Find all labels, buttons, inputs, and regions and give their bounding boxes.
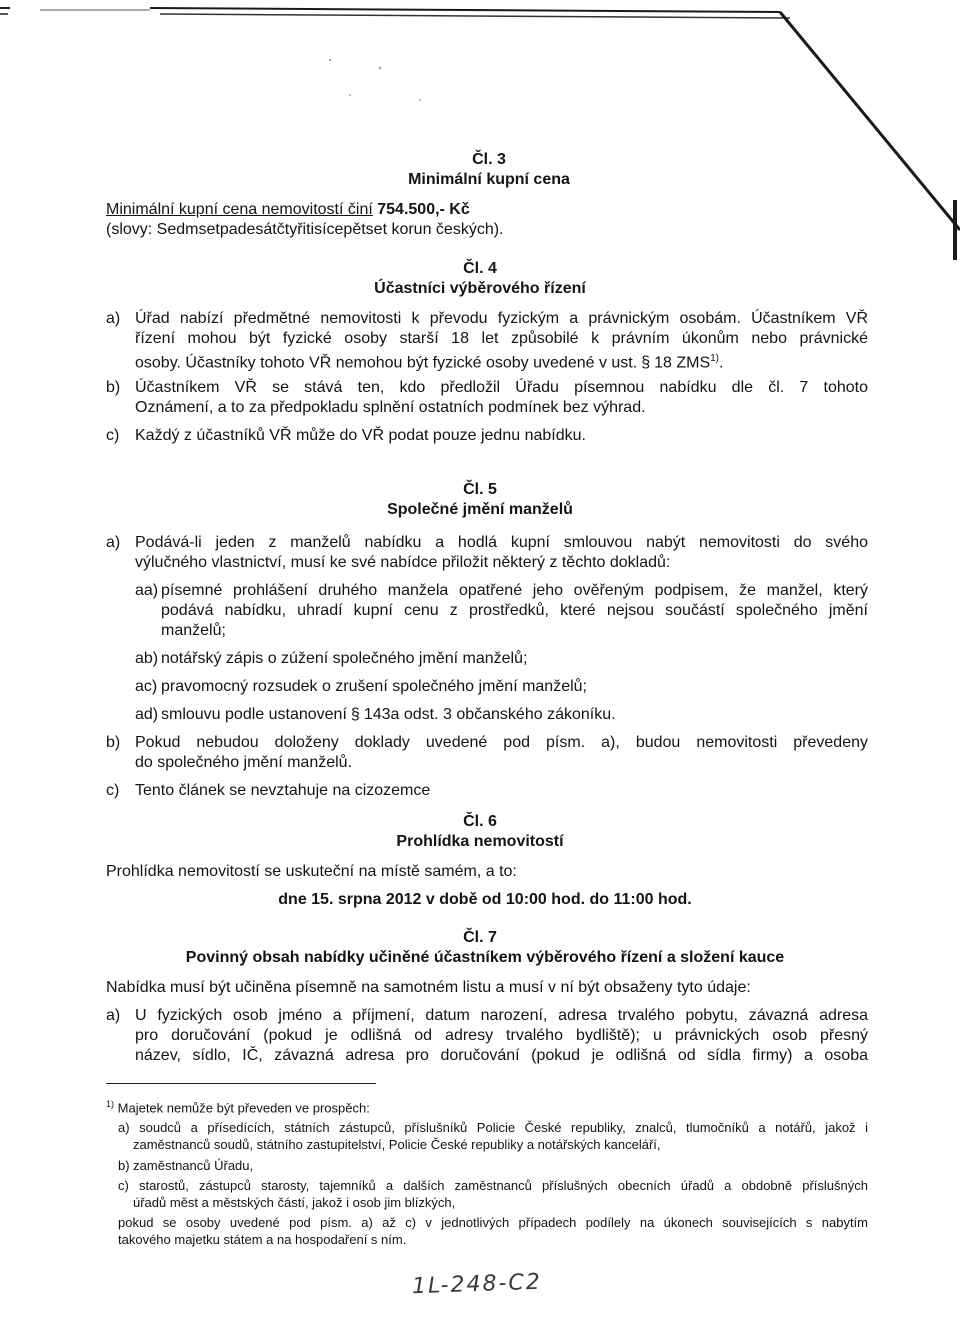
footnote-c-line1: c) starostů, zástupců starosty, tajemníků a dalších zaměstnanců příslušných obecních úřadů a obdobně příslušných — [118, 1178, 868, 1193]
cl3-title: Minimální kupní cena — [408, 171, 570, 188]
footnote-separator — [106, 1083, 376, 1084]
cl7-a-line1: U fyzických osob jméno a příjmení, datum narození, adresa trvalého pobytu, závazná adresa — [135, 1007, 868, 1024]
footnote-b: b) zaměstnanců Úřadu, — [118, 1158, 254, 1173]
footnote-c-line2: úřadů měst a městských částí, jakož i osob jim blízkých, — [133, 1195, 456, 1210]
handwritten-note: 1L-248-C2 — [411, 1269, 543, 1300]
cl4-a-label: a) — [106, 310, 121, 327]
cl4-heading: Čl. 4 — [463, 260, 497, 277]
cl7-a-line2: pro doručování (pokud je odlišná od adresy trvalého bydliště); u právnických osob přesný — [135, 1027, 868, 1044]
cl4-b-line2: Oznámení, a to za předpokladu splnění ostatních podmínek bez výhrad. — [135, 399, 646, 416]
footnote-closing-line1: pokud se osoby uvedené pod písm. a) až c) v jednotlivých případech podílely na úkonech souvisejících s nabytím — [118, 1215, 868, 1230]
cl3-price-amount: 754.500,- Kč — [377, 201, 470, 218]
cl5-b-label: b) — [106, 734, 121, 751]
cl7-a-line3: název, sídlo, IČ, závazná adresa pro doručování (pokud je odlišná od sídla firmy) a osoba — [135, 1047, 868, 1064]
cl4-a-line1: Úřad nabízí předmětné nemovitosti k převodu fyzickým a právnickým osobám. Účastníkem VŘ — [135, 310, 868, 327]
cl7-a-label: a) — [106, 1007, 121, 1024]
cl5-aa-line2: podává nabídku, uhradí kupní cenu z prostředků, které nejsou součástí společného jmění — [161, 602, 868, 619]
cl4-title: Účastníci výběrového řízení — [374, 280, 586, 297]
cl5-a-label: a) — [106, 534, 121, 551]
cl6-title: Prohlídka nemovitostí — [396, 833, 564, 850]
cl4-b-line1: Účastníkem VŘ se stává ten, kdo předložil Úřadu písemnou nabídku dle čl. 7 tohoto — [135, 379, 868, 396]
cl4-a-line3: osoby. Účastníky tohoto VŘ nemohou být fyzické osoby uvedené v ust. § 18 ZMS$^{1)}$. — [135, 353, 724, 372]
cl5-ad-text: smlouvu podle ustanovení § 143a odst. 3 občanského zákoníku. — [161, 706, 616, 723]
cl5-aa-line1: písemné prohlášení druhého manžela opatřené jeho ověřeným podpisem, že manžel, který — [161, 582, 868, 599]
cl4-a-line2: řízení mohou být fyzické osoby starší 18 let způsobilé k právním úkonům nebo právnické — [135, 330, 868, 347]
cl3-price-in-words: (slovy: Sedmsetpadesátčtyřitisícepětset korun českých). — [106, 221, 504, 238]
paragraph-sign-icon: § — [350, 706, 360, 723]
cl4-b-label: b) — [106, 379, 121, 396]
cl5-ab-label: ab) — [135, 650, 159, 667]
paragraph-sign-icon: § — [641, 354, 651, 372]
footnote-closing-line2: takového majetku státem a na hospodaření s ním. — [118, 1232, 407, 1247]
cl5-b-line2: do společného jmění manželů. — [135, 754, 353, 771]
footnote-a-line2: zaměstnanců soudů, státního zastupitelství, Policie České republiky a notářských kanceláří, — [133, 1137, 661, 1152]
cl5-ad-label: ad) — [135, 706, 159, 723]
cl5-b-line1: Pokud nebudou doloženy doklady uvedené pod písm. a), budou nemovitosti převedeny — [135, 734, 868, 751]
cl6-heading: Čl. 6 — [463, 813, 497, 830]
cl4-c-text: Každý z účastníků VŘ může do VŘ podat pouze jednu nabídku. — [135, 427, 586, 444]
cl3-price-label: Minimální kupní cena nemovitostí činí — [106, 201, 373, 218]
cl6-date: dne 15. srpna 2012 v době od 10:00 hod. do 11:00 hod. — [278, 891, 692, 908]
cl5-ac-label: ac) — [135, 678, 158, 695]
cl5-a-line1: Podává-li jeden z manželů nabídku a hodlá kupní smlouvou nabýt nemovitosti do svého — [135, 534, 868, 551]
footnote-intro: $^{1)}$ Majetek nemůže být převeden ve prospěch: — [106, 1099, 370, 1116]
cl3-heading: Čl. 3 — [472, 151, 506, 168]
cl5-c-label: c) — [106, 782, 120, 799]
cl5-aa-line3: manželů; — [161, 622, 226, 639]
cl5-title: Společné jmění manželů — [387, 501, 573, 518]
footnote-marker: 1) — [106, 1099, 115, 1109]
cl5-ab-text: notářský zápis o zúžení společného jmění manželů; — [161, 650, 528, 667]
cl5-aa-label: aa) — [135, 582, 159, 599]
cl5-c-text: Tento článek se nevztahuje na cizozemce — [135, 782, 431, 799]
cl4-c-label: c) — [106, 427, 120, 444]
footnote-a-line1: a) soudců a přísedících, státních zástupců, příslušníků Policie České republiky, znalců, tlumočníků a notářů, jakož i — [118, 1120, 868, 1135]
cl5-ac-text: pravomocný rozsudek o zrušení společného jmění manželů; — [161, 678, 587, 695]
cl3-minimum-price — [106, 200, 470, 220]
cl7-heading: Čl. 7 — [463, 929, 497, 946]
cl5-heading: Čl. 5 — [463, 481, 497, 498]
cl7-title: Povinný obsah nabídky učiněné účastníkem výběrového řízení a složení kauce — [185, 949, 785, 966]
cl5-a-line2: výlučného vlastnictví, musí ke své nabídce přiložit některý z těchto dokladů: — [135, 554, 671, 571]
cl6-intro: Prohlídka nemovitostí se uskuteční na místě samém, a to: — [106, 863, 517, 880]
cl7-intro: Nabídka musí být učiněna písemně na samotném listu a musí v ní být obsaženy tyto údaje: — [106, 979, 751, 996]
